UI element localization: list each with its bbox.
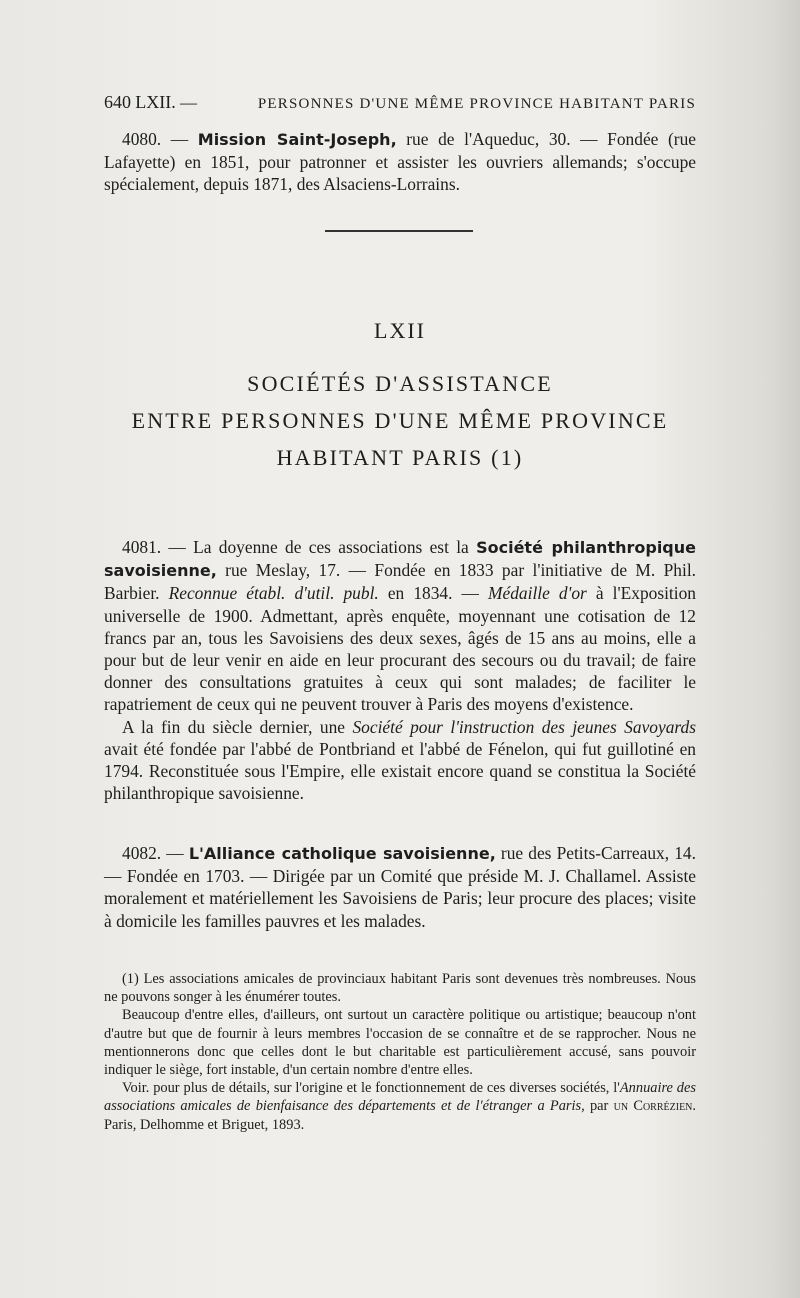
entry-text: avait été fondée par l'abbé de Pontbriand et l'abbé de Fénelon, qui fut guillotiné en 1794. Reconstituée sous l'Empire, elle existait encore quand se constitua la Société philanthropique savoisienne. (104, 738, 696, 804)
entry-recognition: Reconnue établ. d'util. publ. (168, 583, 379, 604)
entry-4080 (104, 128, 696, 196)
entry-text: rue Meslay, 17. — Fondée en 1833 par l'initiative de M. Phil. Barbier. (104, 560, 696, 604)
entry-number: 4081. — La doyenne de ces associations est la (122, 537, 477, 557)
header-dash: — (179, 93, 197, 112)
footnote-paragraph-1: (1) Les associations amicales de provinciaux habitant Paris sont devenues très nombreuses. Nous ne pouvons songer à les énumérer toutes. (104, 971, 696, 1006)
entry-4081 (104, 536, 696, 804)
footnote-text: . Paris, Delhomme et Briguet, 1893. (104, 1098, 697, 1133)
entry-name: Société philanthropique savoisienne, (104, 538, 696, 581)
entry-name: Mission Saint-Joseph, (197, 130, 397, 149)
entry-4081-paragraph (104, 536, 696, 716)
header-chapter: LXII. (135, 92, 176, 112)
entry-text: à l'Exposition universelle de 1900. Admettant, après enquête, moyennant une cotisation de 12 francs par an, tous les Savoisiens des deux sexes, âgés de 15 ans au moins, elle a pour but de leur venir en aide en leur procurant des secours ou du travail; de faire donner des consultations gratuites à ceux qui sont malades; de faciliter le rapatriement de ceux qui ne peuvent trouver à Paris des moyens d'existence. (104, 583, 696, 715)
entry-text: rue des Petits-Carreaux, 14. — Fondée en 1703. — Dirigée par un Comité que préside M. J. Challamel. Assiste moralement et matériellement les Savoisiens de Paris; leur procure des places; visite à domicile les familles pauvres et les malades. (104, 843, 696, 931)
entry-4082-paragraph (104, 842, 696, 932)
footnote-text: Voir. pour plus de détails, sur l'origine et le fonctionnement de ces diverses sociétés, l' (122, 1080, 620, 1097)
footnote (104, 970, 696, 1134)
page-number: 640 (104, 92, 131, 112)
footnote-author: un Corrézien (613, 1098, 693, 1115)
entry-number: 4080. — (122, 129, 189, 149)
entry-name: L'Alliance catholique savoisienne, (188, 844, 496, 863)
entry-text: en 1834. — (378, 583, 489, 604)
running-header (104, 92, 696, 113)
footnote-paragraph-3 (104, 1079, 696, 1134)
section-divider (325, 230, 473, 232)
entry-4080-paragraph (104, 128, 696, 196)
entry-text: A la fin du siècle dernier, une (122, 716, 353, 737)
entry-text: rue de l'Aqueduc, 30. — Fondée (rue Lafayette) en 1851, pour patronner et assister les ouvriers allemands; s'occupe spécialement, depuis 1871, des Alsaciens-Lorrains. (104, 129, 696, 195)
historical-society-name: Société pour l'instruction des jeunes Savoyards (352, 716, 696, 737)
entry-award: Médaille d'or (488, 583, 587, 604)
chapter-title-line-3: HABITANT PARIS (1) (276, 445, 524, 470)
footnote-reference-title: Annuaire des associations amicales de bienfaisance des départements et de l'étranger a Paris, (104, 1080, 696, 1115)
footnote-paragraph-2: Beaucoup d'entre elles, d'ailleurs, ont surtout un caractère politique ou artistique; beaucoup n'ont d'autre but que de fournir à leurs membres l'occasion de se connaître et de se rapprocher. Nous ne mentionnerons donc que celles dont le but charitable est particulièrement accusé, sans pouvoir indiquer le siège, fort instable, d'un certain nombre d'entre elles. (104, 1007, 696, 1079)
footnote-text: par (584, 1098, 614, 1115)
chapter-title-line-1: SOCIÉTÉS D'ASSISTANCE (247, 371, 553, 396)
chapter-title-line-2: ENTRE PERSONNES D'UNE MÊME PROVINCE (131, 408, 669, 433)
entry-4082 (104, 842, 696, 932)
running-title: PERSONNES D'UNE MÊME PROVINCE HABITANT PARIS (257, 96, 696, 112)
entry-4081-history (104, 716, 696, 805)
entry-number: 4082. — (122, 843, 184, 863)
chapter-numeral: LXII (374, 318, 426, 343)
